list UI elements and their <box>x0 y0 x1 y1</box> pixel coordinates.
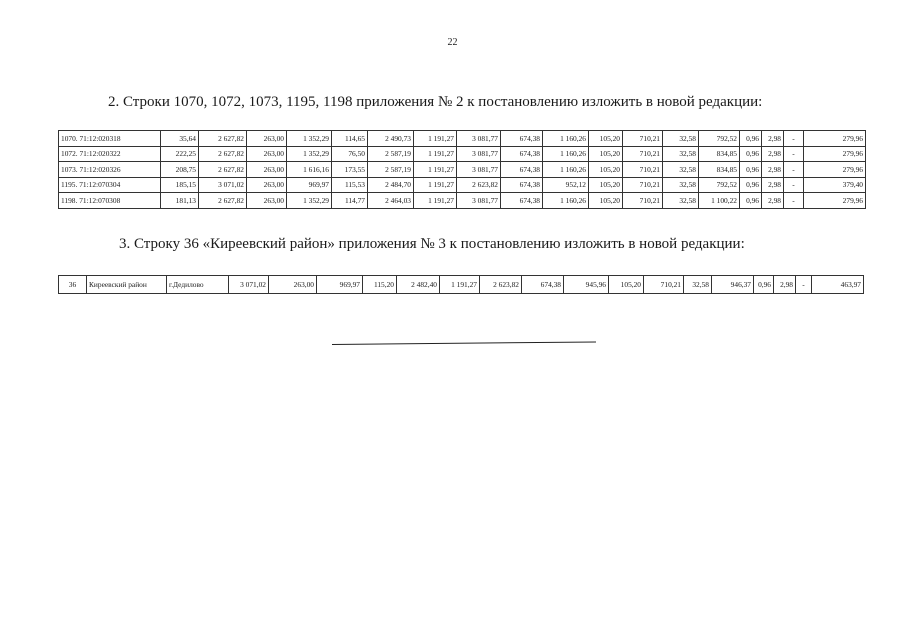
table-cell: 105,20 <box>589 193 623 209</box>
appendix-3-table <box>58 275 864 294</box>
table-cell: 2 490,73 <box>368 131 414 147</box>
table-cell: 834,85 <box>699 162 740 178</box>
table-cell: 0,96 <box>740 193 762 209</box>
table-cell: 263,00 <box>247 177 287 193</box>
table-cell: 2,98 <box>762 162 784 178</box>
table-cell: 1073. 71:12:020326 <box>59 162 161 178</box>
table-cell: 3 081,77 <box>457 193 501 209</box>
table-cell: 1 191,27 <box>414 131 457 147</box>
table-cell: 279,96 <box>804 131 866 147</box>
table-cell: 105,20 <box>609 276 644 294</box>
table-cell: 2 464,03 <box>368 193 414 209</box>
table-cell: 3 071,02 <box>199 177 247 193</box>
table-cell: 1 160,26 <box>543 162 589 178</box>
table-cell: 969,97 <box>287 177 332 193</box>
table-cell: 1072. 71:12:020322 <box>59 146 161 162</box>
table-cell: 181,13 <box>161 193 199 209</box>
table-cell: - <box>784 193 804 209</box>
table-cell: 185,15 <box>161 177 199 193</box>
table-cell: 710,21 <box>623 177 663 193</box>
table-cell: 2 627,82 <box>199 131 247 147</box>
table-cell: 2 623,82 <box>480 276 522 294</box>
table-cell: 1 191,27 <box>414 162 457 178</box>
table-cell: 710,21 <box>623 162 663 178</box>
table-cell: 2 627,82 <box>199 146 247 162</box>
table-cell: 2 587,19 <box>368 146 414 162</box>
table-cell: 1198. 71:12:070308 <box>59 193 161 209</box>
table-cell: 263,00 <box>247 193 287 209</box>
table-cell: 952,12 <box>543 177 589 193</box>
table-cell: 674,38 <box>501 162 543 178</box>
table-cell: 710,21 <box>623 131 663 147</box>
table-cell: 3 081,77 <box>457 162 501 178</box>
table-cell: 946,37 <box>712 276 754 294</box>
table-cell: 2 587,19 <box>368 162 414 178</box>
table-cell: 710,21 <box>644 276 684 294</box>
table-cell: - <box>784 162 804 178</box>
table-cell: 792,52 <box>699 177 740 193</box>
table-cell: 2,98 <box>762 193 784 209</box>
table-cell: 173,55 <box>332 162 368 178</box>
table-cell: г.Дедилово <box>167 276 229 294</box>
table-cell: 969,97 <box>317 276 363 294</box>
table-cell: 105,20 <box>589 131 623 147</box>
table-cell: 222,25 <box>161 146 199 162</box>
table-cell: 2 484,70 <box>368 177 414 193</box>
table-cell: 32,58 <box>663 131 699 147</box>
appendix-2-table <box>58 130 866 209</box>
page-number: 22 <box>447 37 458 48</box>
table-cell: 1070. 71:12:020318 <box>59 131 161 147</box>
table-cell: 710,21 <box>623 193 663 209</box>
table-cell: 1 191,27 <box>414 193 457 209</box>
table-cell: 1 160,26 <box>543 193 589 209</box>
table-cell: 105,20 <box>589 162 623 178</box>
table-cell: 263,00 <box>269 276 317 294</box>
table-cell: 76,50 <box>332 146 368 162</box>
table-cell: 279,96 <box>804 146 866 162</box>
table-cell: 674,38 <box>501 193 543 209</box>
table-cell: 3 081,77 <box>457 131 501 147</box>
table-cell: 279,96 <box>804 193 866 209</box>
table-cell: 32,58 <box>663 146 699 162</box>
table-cell: 1 191,27 <box>414 177 457 193</box>
table-cell: 674,38 <box>501 131 543 147</box>
table-row <box>59 162 866 178</box>
table-cell: 0,96 <box>740 146 762 162</box>
table-cell: 2 482,40 <box>397 276 440 294</box>
table-cell: 114,77 <box>332 193 368 209</box>
table-cell: 263,00 <box>247 162 287 178</box>
table-cell: 0,96 <box>754 276 774 294</box>
table-cell: 792,52 <box>699 131 740 147</box>
table-cell: 263,00 <box>247 131 287 147</box>
table-cell: 105,20 <box>589 177 623 193</box>
table-cell: 279,96 <box>804 162 866 178</box>
table-cell: 674,38 <box>522 276 564 294</box>
table-cell: 1 160,26 <box>543 131 589 147</box>
table-row <box>59 131 866 147</box>
table-cell: 32,58 <box>663 177 699 193</box>
table-cell: 2,98 <box>762 177 784 193</box>
table-cell: 945,96 <box>564 276 609 294</box>
table-cell: 105,20 <box>589 146 623 162</box>
section-heading-appendix-2: 2. Строки 1070, 1072, 1073, 1195, 1198 приложения № 2 к постановлению изложить в новой редакции: <box>108 94 763 110</box>
table-cell: 2 623,82 <box>457 177 501 193</box>
table-cell: 35,64 <box>161 131 199 147</box>
table-row <box>59 276 864 294</box>
table-cell: 3 081,77 <box>457 146 501 162</box>
table-cell: - <box>784 177 804 193</box>
table-cell: 2,98 <box>762 146 784 162</box>
table-cell: 263,00 <box>247 146 287 162</box>
table-cell: 114,65 <box>332 131 368 147</box>
table-cell: 674,38 <box>501 146 543 162</box>
table-cell: 1 191,27 <box>440 276 480 294</box>
table-cell: 1 352,29 <box>287 131 332 147</box>
table-row <box>59 146 866 162</box>
table-cell: 0,96 <box>740 177 762 193</box>
table-cell: 1195. 71:12:070304 <box>59 177 161 193</box>
table-cell: 3 071,02 <box>229 276 269 294</box>
table-cell: 0,96 <box>740 131 762 147</box>
table-cell: 674,38 <box>501 177 543 193</box>
table-cell: 32,58 <box>684 276 712 294</box>
table-cell: 2 627,82 <box>199 162 247 178</box>
table-cell: 32,58 <box>663 193 699 209</box>
table-cell: 1 616,16 <box>287 162 332 178</box>
table-cell: - <box>784 131 804 147</box>
table-cell: 463,97 <box>812 276 864 294</box>
table-cell: 710,21 <box>623 146 663 162</box>
table-cell: - <box>784 146 804 162</box>
table-cell: Киреевский район <box>87 276 167 294</box>
table-row <box>59 177 866 193</box>
table-row <box>59 193 866 209</box>
table-cell: 208,75 <box>161 162 199 178</box>
table-cell: 2 627,82 <box>199 193 247 209</box>
table-cell: 2,98 <box>762 131 784 147</box>
table-cell: 1 352,29 <box>287 193 332 209</box>
section-heading-appendix-3: 3. Строку 36 «Киреевский район» приложения № 3 к постановлению изложить в новой редакции: <box>119 236 745 252</box>
table-cell: 834,85 <box>699 146 740 162</box>
table-cell: 1 160,26 <box>543 146 589 162</box>
table-cell: 32,58 <box>663 162 699 178</box>
table-cell: 115,53 <box>332 177 368 193</box>
table-cell: 1 352,29 <box>287 146 332 162</box>
end-of-section-line <box>332 341 596 345</box>
table-cell: 0,96 <box>740 162 762 178</box>
table-cell: 379,40 <box>804 177 866 193</box>
table-cell: 1 100,22 <box>699 193 740 209</box>
table-cell: 36 <box>59 276 87 294</box>
table-cell: 115,20 <box>363 276 397 294</box>
table-cell: - <box>796 276 812 294</box>
table-cell: 2,98 <box>774 276 796 294</box>
table-cell: 1 191,27 <box>414 146 457 162</box>
